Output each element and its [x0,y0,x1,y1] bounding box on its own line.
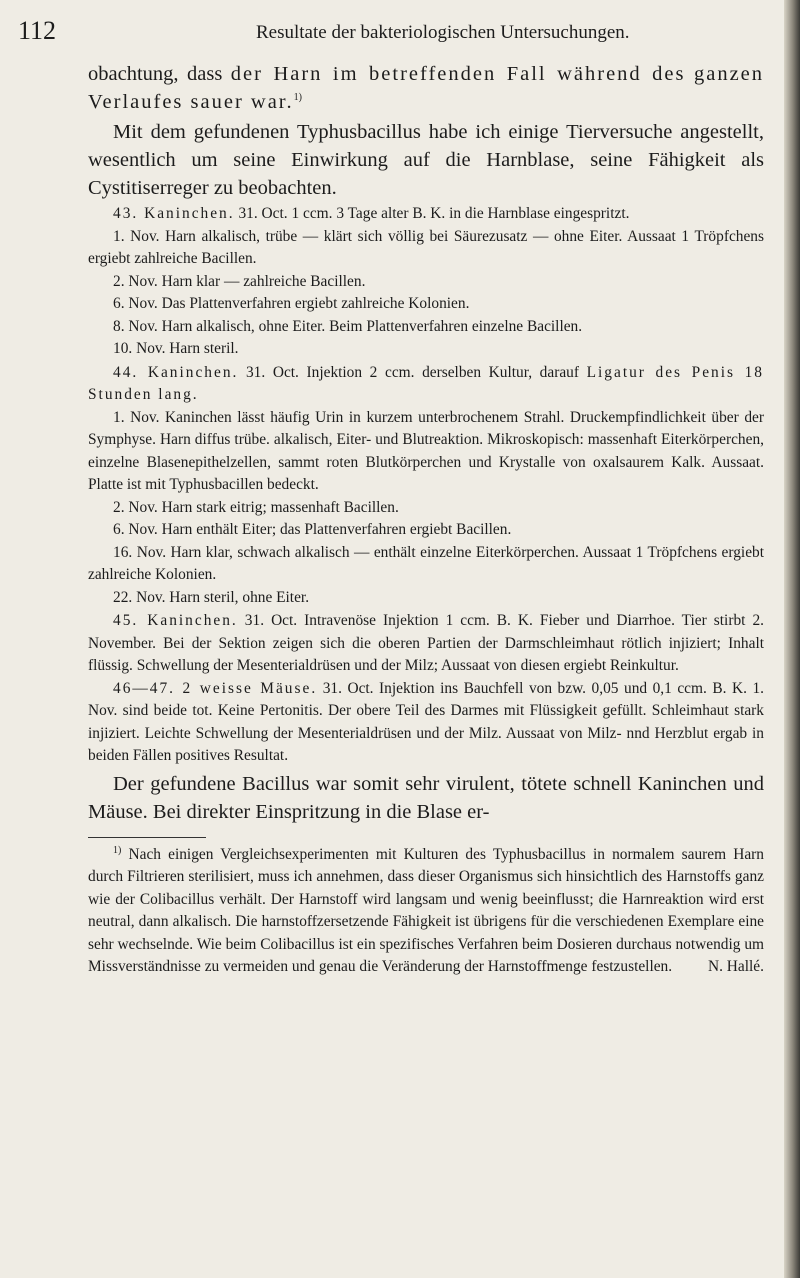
experiment-44-heading: 44. Kaninchen. [113,363,239,381]
experiment-44-entry: 1. Nov. Kaninchen lässt häufig Urin in kurzem unterbrochenem Strahl. Druckempfindlichkeit über der Symphyse. Harn diffus trübe. alkalisch, Eiter- und Blutreaktion. Mikroskopisch: massenhaft Eiterkörperchen, einzelne Blasenepithelzellen, sammt roten Blutkörperchen und Krystalle von oxalsaurem Kalk. Aussaat. Platte ist mit Typhusbacillen bedeckt. [88,408,764,493]
intro-text: obachtung, dass [88,63,231,85]
experiment-44-entry: 6. Nov. Harn enthält Eiter; das Plattenverfahren ergiebt Bacillen. [113,521,512,538]
footnote-author: N. Hallé. [708,958,764,975]
experiment-45-text: 31. Oct. Intravenöse Injektion 1 ccm. B. K. Fieber und Diarrhoe. Tier stirbt 2. November. Bei der Sektion zeigen sich die oberen Partien der Darmschleimhaut rötlich injiziert; Inhalt flüssig. Schwellung der Mesenterialdrüsen und der Milz; Aussaat von diesen ergiebt Reinkultur. [88,612,764,674]
footnote [88,844,764,979]
experiment-46-heading: 46—47. 2 weisse Mäuse. [113,679,318,697]
experiment-44-entry: 16. Nov. Harn klar, schwach alkalisch — enthält einzelne Eiterkörperchen. Aussaat 1 Tröpfchens ergiebt zahlreiche Kolonien. [88,543,764,583]
experiment-44 [88,362,764,407]
experiment-43-entry: 8. Nov. Harn alkalisch, ohne Eiter. Beim Plattenverfahren einzelne Bacillen. [113,317,583,335]
conclusion-paragraph: Der gefundene Bacillus war somit sehr virulent, tötete schnell Kaninchen und Mäuse. Bei direkter Einspritzung in die Blase er- [88,772,764,823]
experiment-43 [88,203,764,226]
page-body [88,60,764,979]
experiment-45 [88,610,764,678]
page-edge-shadow [784,0,800,1278]
experiment-43-entry: 2. Nov. Harn klar — zahlreiche Bacillen. [113,272,366,290]
intro-spaced-text: der Harn im betreffenden Fall während des [230,63,686,85]
experiment-43-entry: 6. Nov. Das Plattenverfahren ergiebt zahlreiche Kolonien. [113,295,470,312]
experiment-45-heading: 45. Kaninchen. [113,612,238,629]
experiment-43-heading: 43. Kaninchen. [113,205,235,222]
experiment-43-entry: 10. Nov. Harn steril. [113,340,239,357]
footnote-text: Nach einigen Vergleichsexperimenten mit Kulturen des Typhusbacillus in normalem saurem Harn durch Filtrieren sterilisiert, muss ich annehmen, dass dieser Organismus sich hinsichtlich des Harnstoffs ganz wie der Colibacillus verhält. Der Harnstoff wird langsam und wenig beeinflusst; die Harnreaktion wird erst neutral, dann alkalisch. Die harnstoffzersetzende Fähigkeit ist übrigens für die verschiedenen Exemplare eine sehr wechselnde. Wie beim Colibacillus ist ein spezifisches Verfahren beim Dosieren durchaus notwendig um Missverständnisse zu vermeiden und genau die Veränderung der Harnstoffmenge festzustellen. [88,845,764,975]
page-header [18,16,768,46]
footnote-divider [88,837,206,838]
intro-spaced-text-2: ganzen Verlaufes sauer war. [88,63,765,113]
experiment-43-text: 31. Oct. 1 ccm. 3 Tage alter B. K. in die Harnblase eingespritzt. [234,205,630,222]
experiment-44-ligatur: Ligatur des Penis 18 Stunden lang. [88,363,764,403]
page-number: 112 [18,16,57,45]
experiment-46-47 [88,678,764,768]
main-paragraph: Mit dem gefundenen Typhusbacillus habe ich einige Tierversuche angestellt, wesentlich um seine Einwirkung auf die Harnblase, seine Fähigkeit als Cystitiserreger zu beobachten. [88,121,764,199]
experiment-46-text: 31. Oct. Injektion ins Bauchfell von bzw. 0,05 und 0,1 ccm. B. K. 1. Nov. sind beide tot. Keine Pertonitis. Der obere Teil des Darmes mit Flüssigkeit gefüllt. Schleimhaut stark injiziert. Leichte Schwellung der Mesenterialdrüsen und der Milz. Aussaat von Milz- nnd Herzblut ergab in beiden Fällen positives Resultat. [88,679,765,764]
footnote-ref: 1) [293,92,302,104]
intro-paragraph [88,60,764,116]
experiment-44-entry: 22. Nov. Harn steril, ohne Eiter. [113,588,310,606]
footnote-mark: 1) [113,844,122,856]
experiment-44-entry: 2. Nov. Harn stark eitrig; massenhaft Bacillen. [113,498,399,516]
experiment-44-text: 31. Oct. Injektion 2 ccm. derselben Kultur, darauf [238,363,587,381]
running-title: Resultate der bakteriologischen Untersuchungen. [256,22,630,43]
experiment-43-entry: 1. Nov. Harn alkalisch, trübe — klärt sich völlig bei Säurezusatz — ohne Eiter. Aussaat 1 Tröpfchens ergiebt zahlreiche Bacillen. [88,227,764,267]
